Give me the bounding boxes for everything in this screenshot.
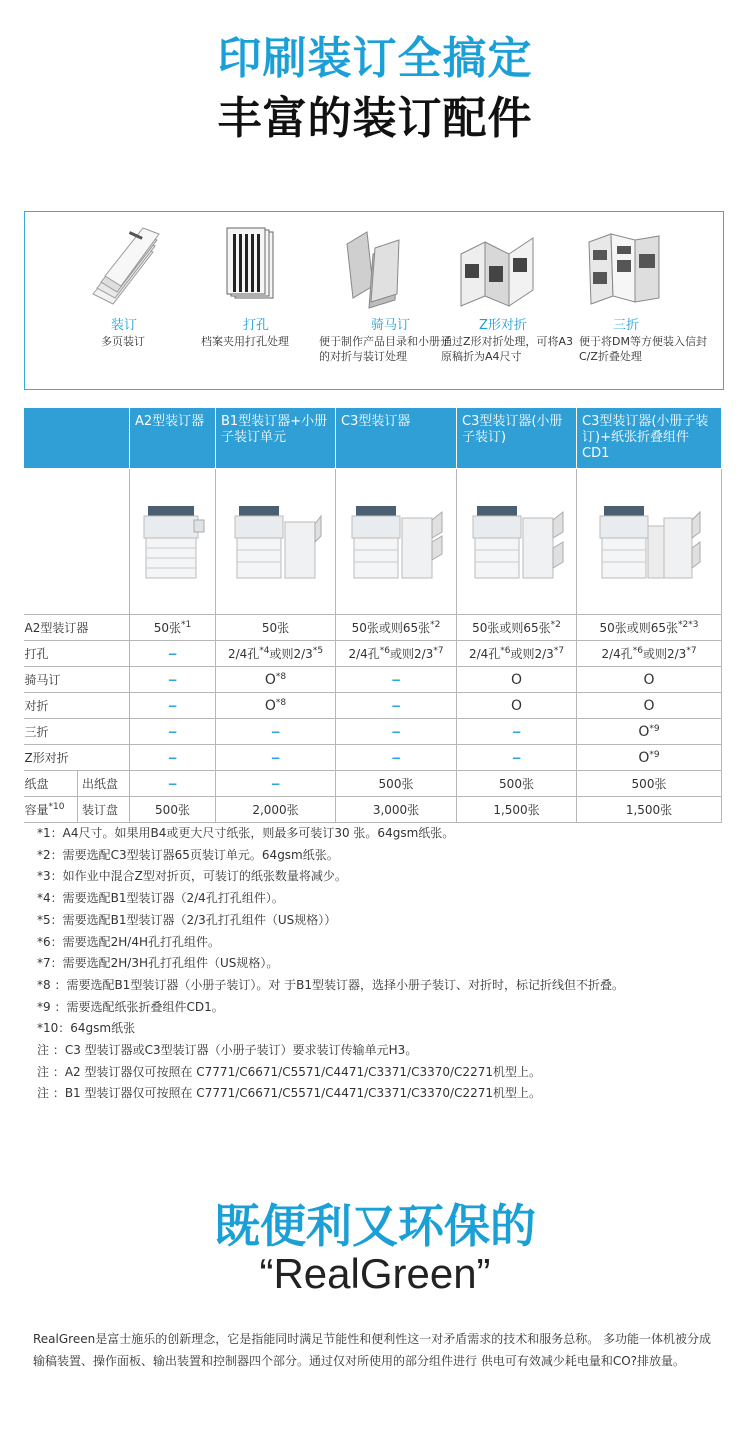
footnote: 注 ：B1 型装订器仅可按照在 C7771/C6671/C5571/C4471/C3371/C3370/C2271机型上。 (37, 1086, 541, 1101)
table-cell: − (216, 719, 336, 745)
table-cell: 50张或则65张$^{*2*3}$ (577, 615, 722, 641)
table-cell: 3,000张 (336, 797, 457, 823)
title-line2: 丰富的装订配件 (217, 93, 533, 144)
table-cell: 500张 (336, 771, 457, 797)
machine-cell (130, 469, 216, 615)
table-cell: − (216, 745, 336, 771)
table-row-zfold (24, 745, 722, 771)
footnote: *2：需要选配C3型装订器65页装订单元。64gsm纸张。 (37, 847, 339, 862)
table-cell: − (457, 719, 577, 745)
table-cell: 2/4孔$^{*6}$或则2/3$^{*7}$ (457, 641, 577, 667)
row-sublabel: 装订盘 (78, 797, 130, 823)
table-cell: − (336, 719, 457, 745)
table-cell: $O^{*8}$ (216, 693, 336, 719)
table-cell: $O^{*8}$ (216, 667, 336, 693)
table-cell: 2,000张 (216, 797, 336, 823)
stapling-icon (83, 224, 163, 309)
table-cell: − (457, 745, 577, 771)
printer-c3-booklet-image (467, 502, 567, 582)
table-cell: − (130, 693, 216, 719)
feature-name: 骑马订 (371, 318, 411, 333)
table-cell: − (130, 745, 216, 771)
printer-a2-image (138, 502, 208, 582)
row-label: 容量$^{*10}$ (24, 797, 78, 823)
table-cell: − (130, 667, 216, 693)
col-header: A2型装订器 (130, 408, 216, 469)
table-cell: − (336, 693, 457, 719)
feature-desc: 档案夹用打孔处理 (201, 335, 289, 348)
footnote: *10：64gsm纸张 (37, 1021, 136, 1036)
footnote: 注 ：C3 型装订器或C3型装订器（小册子装订）要求装订传输单元H3。 (37, 1043, 418, 1058)
tri-fold-icon (583, 224, 663, 309)
feature-name: 三折 (613, 318, 640, 333)
green-subtitle: “RealGreen” (259, 1250, 491, 1297)
feature-name: 装订 (111, 318, 138, 333)
footnote: *8 ：需要选配B1型装订器（小册子装订）。对 于B1型装订器，选择小册子装订、对折时，标记折线但不折叠。 (37, 977, 625, 992)
table-row-punch (24, 641, 722, 667)
footnote: *4：需要选配B1型装订器（2/4孔打孔组件）。 (37, 891, 284, 906)
row-label: Z形对折 (24, 745, 130, 771)
row-label: A2型装订器 (24, 615, 130, 641)
col-header: C3型装订器 (336, 408, 457, 469)
saddle-stitch-icon (339, 224, 419, 309)
table-cell: O (457, 667, 577, 693)
footnote: *7：需要选配2H/3H孔打孔组件（US规格）。 (37, 956, 279, 971)
table-cell: $O^{*9}$ (577, 745, 722, 771)
table-cell: 2/4孔$^{*6}$或则2/3$^{*7}$ (577, 641, 722, 667)
feature-desc: 便于将DM等方便装入信封C/Z折叠处理 (579, 335, 707, 363)
printer-c3-cd1-image (594, 502, 704, 582)
table-row-capacity (24, 797, 722, 823)
table-corner (24, 408, 130, 469)
table-cell: − (130, 771, 216, 797)
table-cell: − (216, 771, 336, 797)
feature-name: 打孔 (243, 318, 270, 333)
table-cell: $O^{*9}$ (577, 719, 722, 745)
table-cell: 2/4孔$^{*4}$或则2/3$^{*5}$ (216, 641, 336, 667)
row-label: 打孔 (24, 641, 130, 667)
footnotes (37, 823, 727, 1105)
table-cell: − (336, 745, 457, 771)
table-row-fold (24, 693, 722, 719)
title-line1: 印刷装订全搞定 (217, 33, 533, 84)
col-header: C3型装订器(小册子装订)+纸张折叠组件CD1 (577, 408, 722, 469)
machine-cell (216, 469, 336, 615)
footnote: *6：需要选配2H/4H孔打孔组件。 (37, 934, 220, 949)
z-fold-icon (457, 224, 537, 309)
table-row-trifold (24, 719, 722, 745)
table-image-row (24, 469, 722, 615)
green-paragraph: RealGreen是富士施乐的创新理念，它是指能同时满足节能性和便利性这一对矛盾需求的技术和服务总称。 多功能一体机被分成输稿装置、操作面板、输出装置和控制器四个部分。通过仅对所使用的部分组件进行 供电可有效减少耗电量和CO?排放量。 (33, 1332, 712, 1368)
footnote: *1：A4尺寸。如果用B4或更大尺寸纸张，则最多可装订30 张。64gsm纸张。 (37, 826, 455, 840)
feature-name: Z形对折 (479, 318, 527, 333)
table-cell: 50张 (216, 615, 336, 641)
machine-cell (457, 469, 577, 615)
footnote: *3：如作业中混合Z型对折页，可装订的纸张数量将减少。 (37, 869, 347, 884)
table-cell: 500张 (130, 797, 216, 823)
feature-desc: 多页装订 (101, 335, 145, 348)
table-cell: O (577, 667, 722, 693)
printer-c3-image (346, 502, 446, 582)
row-sublabel: 出纸盘 (78, 771, 130, 797)
row-label: 纸盘 (24, 771, 78, 797)
footnote: 注 ：A2 型装订器仅可按照在 C7771/C6671/C5571/C4471/C3371/C3370/C2271机型上。 (37, 1064, 541, 1079)
table-row-output (24, 771, 722, 797)
col-header: C3型装订器(小册子装订) (457, 408, 577, 469)
table-cell: O (577, 693, 722, 719)
table-cell: 1,500张 (457, 797, 577, 823)
table-cell: − (130, 641, 216, 667)
hole-punch-icon (211, 224, 291, 309)
table-cell: 1,500张 (577, 797, 722, 823)
machine-cell (577, 469, 722, 615)
table-cell: 50张$^{*1}$ (130, 615, 216, 641)
spec-table (23, 407, 722, 823)
table-cell: − (130, 719, 216, 745)
table-row-staple (24, 615, 722, 641)
row-label: 骑马订 (24, 667, 130, 693)
table-cell: 500张 (577, 771, 722, 797)
table-cell: O (457, 693, 577, 719)
col-header: B1型装订器+小册子装订单元 (216, 408, 336, 469)
features-box (24, 211, 724, 390)
row-label: 三折 (24, 719, 130, 745)
machine-cell (336, 469, 457, 615)
green-title: 既便利又环保的 (214, 1199, 536, 1253)
footnote: *5：需要选配B1型装订器（2/3孔打孔组件（US规格）） (37, 912, 337, 927)
printer-b1-image (229, 502, 323, 582)
table-cell: 50张或则65张$^{*2}$ (457, 615, 577, 641)
table-cell: 2/4孔$^{*6}$或则2/3$^{*7}$ (336, 641, 457, 667)
table-header-row (24, 408, 722, 469)
table-row-saddle (24, 667, 722, 693)
table-cell: − (336, 667, 457, 693)
feature-desc: 通过Z形对折处理，可将A3原稿折为A4尺寸 (441, 335, 574, 363)
table-cell: 500张 (457, 771, 577, 797)
row-label: 对折 (24, 693, 130, 719)
empty-cell (24, 469, 130, 615)
footnote: *9 ：需要选配纸张折叠组件CD1。 (37, 999, 224, 1014)
table-cell: 50张或则65张$^{*2}$ (336, 615, 457, 641)
feature-desc: 便于制作产品目录和小册子的对折与装订处理 (319, 335, 451, 363)
